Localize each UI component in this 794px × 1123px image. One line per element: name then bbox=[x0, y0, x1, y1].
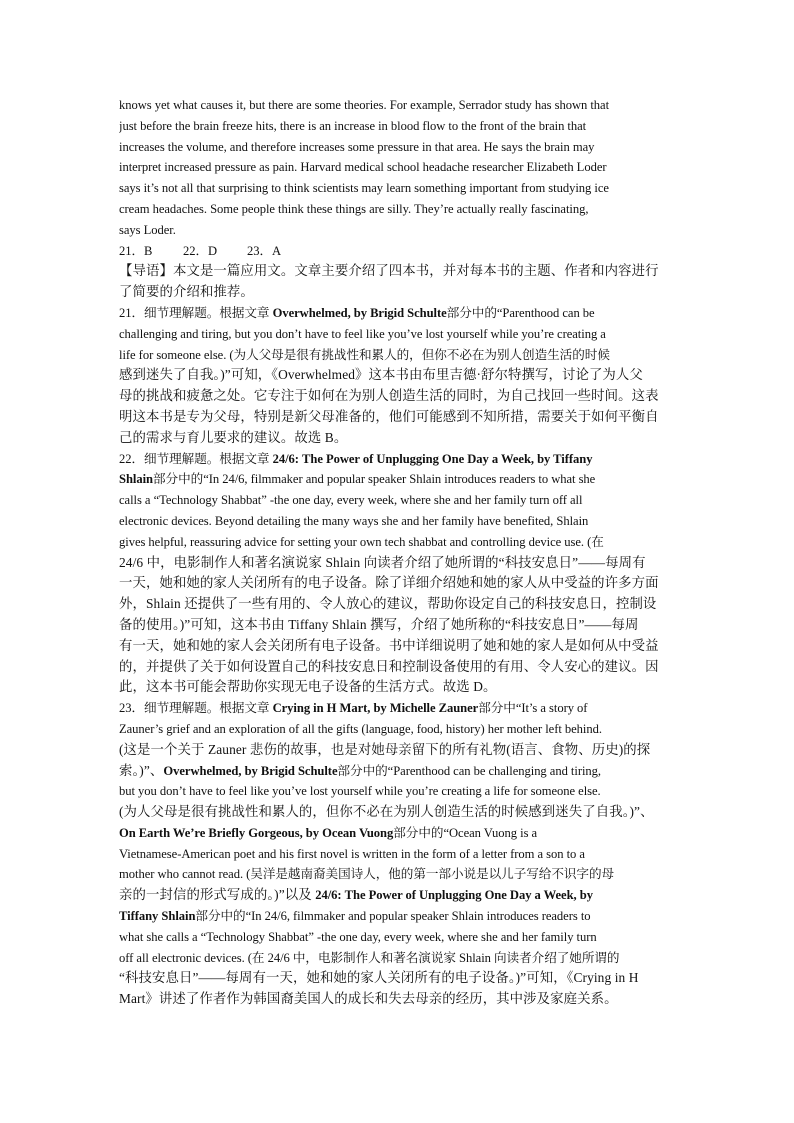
book-title: Crying in H Mart, by Michelle Zauner bbox=[272, 701, 479, 716]
guide-section bbox=[119, 261, 675, 303]
guide-line: 了简要的介绍和推荐。 bbox=[119, 284, 254, 300]
explanation-line: 己的需求与育儿要求的建议。故选 B。 bbox=[119, 429, 348, 445]
explanation-21 bbox=[119, 303, 675, 449]
book-title: Tiffany Shlain bbox=[119, 909, 196, 924]
answer-21: 21．B bbox=[119, 243, 153, 258]
explanation-line: (为人父母是很有挑战性和累人的，但你不必在为别人创造生活的时候感到迷失了自我。)”、 bbox=[119, 804, 654, 820]
book-title: On Earth We’re Briefly Gorgeous, by Ocean Vuong bbox=[119, 825, 394, 840]
passage-line: knows yet what causes it, but there are some theories. For example, Serrador study has shown that bbox=[119, 98, 610, 112]
explanation-line: 母的挑战和疲惫之处。它专注于如何在为别人创造生活的同时，为自己找回一些时间。这表 bbox=[119, 388, 659, 404]
explanation-line: 一天，她和她的家人关闭所有的电子设备。除了详细介绍她和她的家人从中受益的许多方面 bbox=[119, 575, 659, 591]
book-title: 24/6: The Power of Unplugging One Day a Week, by bbox=[315, 888, 593, 903]
answer-23: 23．A bbox=[247, 243, 282, 258]
book-title: 24/6: The Power of Unplugging One Day a Week, by Tiffany bbox=[272, 451, 593, 466]
explanation-line bbox=[119, 823, 675, 844]
explanation-21-heading bbox=[119, 303, 675, 324]
explanation-line: Mart》讲述了作者作为韩国裔美国人的成长和失去母亲的经历，其中涉及家庭关系。 bbox=[119, 991, 618, 1007]
answer-22: 22．D bbox=[183, 243, 218, 258]
explanation-line: electronic devices. Beyond detailing the many ways she and her family have benefited, Shlain bbox=[119, 513, 589, 528]
explanation-line: “科技安息日”——每周有一天，她和她的家人关闭所有的电子设备。)”可知，《Crying in H bbox=[119, 970, 639, 986]
explanation-prefix: 23．细节理解题。根据文章 bbox=[119, 701, 273, 716]
explanation-text: 部分中的“Ocean Vuong is a bbox=[393, 825, 538, 840]
explanation-line: Zauner’s grief and an exploration of all the gifts (language, food, history) her mother left behind. bbox=[119, 721, 602, 736]
explanation-23-heading bbox=[119, 698, 675, 719]
explanation-line: life for someone else. (为人父母是很有挑战性和累人的，但你不必在为别人创造生活的时候 bbox=[119, 347, 610, 362]
passage-line: interpret increased pressure as pain. Harvard medical school headache researcher Elizabeth Loder bbox=[119, 160, 607, 175]
explanation-line: mother who cannot read. (吴洋是越南裔美国诗人，他的第一部小说是以儿子写给不识字的母 bbox=[119, 867, 615, 882]
explanation-line: challenging and tiring, but you don’t have to feel like you’ve lost yourself while you’re creating a bbox=[119, 326, 606, 341]
passage-line: says it’s not all that surprising to think scientists may learn something important from studying ice bbox=[119, 181, 609, 196]
explanation-22 bbox=[119, 449, 675, 699]
explanation-line: gives helpful, reassuring advice for setting your own tech shabbat and controlling device use. (在 bbox=[119, 534, 604, 549]
explanation-line: 24/6 中，电影制作人和著名演说家 Shlain 向读者介绍了她所谓的“科技安息日”——每周有 bbox=[119, 554, 646, 570]
explanation-text: 部分中的“Parenthood can be challenging and tiring, bbox=[337, 763, 601, 778]
explanation-line: 感到迷失了自我。)”可知，《Overwhelmed》这本书由布里吉德·舒尔特撰写，讨论了为人父 bbox=[119, 367, 643, 383]
explanation-prefix: 22．细节理解题。根据文章 bbox=[119, 451, 273, 466]
explanation-line: 明这本书是专为父母，特别是新父母准备的，他们可能感到不知所措，需要关于如何平衡自 bbox=[119, 408, 659, 424]
explanation-text: 部分中的“In 24/6, filmmaker and popular speaker Shlain introduces readers to bbox=[195, 909, 591, 924]
answer-key bbox=[119, 241, 675, 262]
passage-tail bbox=[119, 95, 675, 241]
passage-line: cream headaches. Some people think these things are silly. They’re actually really fascinating, bbox=[119, 201, 589, 216]
passage-line: says Loder. bbox=[119, 222, 176, 237]
passage-line: increases the volume, and therefore increases some pressure in that area. He says the brain may bbox=[119, 139, 595, 154]
explanation-line: 外，Shlain 还提供了一些有用的、令人放心的建议，帮助你设定自己的科技安息日，控制设 bbox=[119, 596, 657, 612]
explanation-text: 索。)”、 bbox=[119, 762, 164, 778]
document-page bbox=[119, 95, 675, 1010]
passage-line: just before the brain freeze hits, there is an increase in blood flow to the front of the brain that bbox=[119, 118, 587, 133]
explanation-line bbox=[119, 885, 675, 906]
explanation-line bbox=[119, 906, 675, 927]
explanation-23 bbox=[119, 698, 675, 1010]
explanation-line: 有一天，她和她的家人会关闭所有电子设备。书中详细说明了她和她的家人是如何从中受益 bbox=[119, 637, 659, 653]
explanation-line bbox=[119, 469, 675, 490]
explanation-line: calls a “Technology Shabbat” -the one day, every week, where she and her family turn off all bbox=[119, 493, 583, 508]
explanation-22-heading bbox=[119, 449, 675, 470]
explanation-line: 的，并提供了关于如何设置自己的科技安息日和控制设备使用的有用、令人安心的建议。因 bbox=[119, 658, 659, 674]
explanation-prefix: 21．细节理解题。根据文章 bbox=[119, 305, 273, 320]
explanation-text: 部分中“It’s a story of bbox=[478, 701, 588, 716]
explanation-text: 部分中的“Parenthood can be bbox=[446, 305, 595, 320]
explanation-line bbox=[119, 761, 675, 782]
explanation-line: 备的使用。)”可知，这本书由 Tiffany Shlain 撰写，介绍了她所称的“科技安息日”——每周 bbox=[119, 616, 639, 632]
explanation-line: what she calls a “Technology Shabbat” -the one day, every week, where she and her family turn bbox=[119, 929, 597, 944]
explanation-line: 此，这本书可能会帮助你实现无电子设备的生活方式。故选 D。 bbox=[119, 679, 497, 695]
guide-line: 【导语】本文是一篇应用文。文章主要介绍了四本书，并对每本书的主题、作者和内容进行 bbox=[119, 263, 659, 279]
explanation-line: but you don’t have to feel like you’ve lost yourself while you’re creating a life for someone else. bbox=[119, 784, 601, 799]
explanation-line: (这是一个关于 Zauner 悲伤的故事，也是对她母亲留下的所有礼物(语言、食物、历史)的探 bbox=[119, 741, 651, 757]
explanation-text: 部分中的“In 24/6, filmmaker and popular speaker Shlain introduces readers to what she bbox=[153, 472, 596, 487]
book-title: Overwhelmed, by Brigid Schulte bbox=[272, 305, 447, 320]
explanation-text: 亲的一封信的形式写成的。)”以及 bbox=[119, 887, 316, 903]
book-title: Shlain bbox=[119, 472, 154, 487]
explanation-line: Vietnamese-American poet and his first novel is written in the form of a letter from a son to a bbox=[119, 846, 585, 861]
explanation-line: off all electronic devices. (在 24/6 中，电影制作人和著名演说家 Shlain 向读者介绍了她所谓的 bbox=[119, 950, 620, 965]
book-title: Overwhelmed, by Brigid Schulte bbox=[163, 763, 338, 778]
